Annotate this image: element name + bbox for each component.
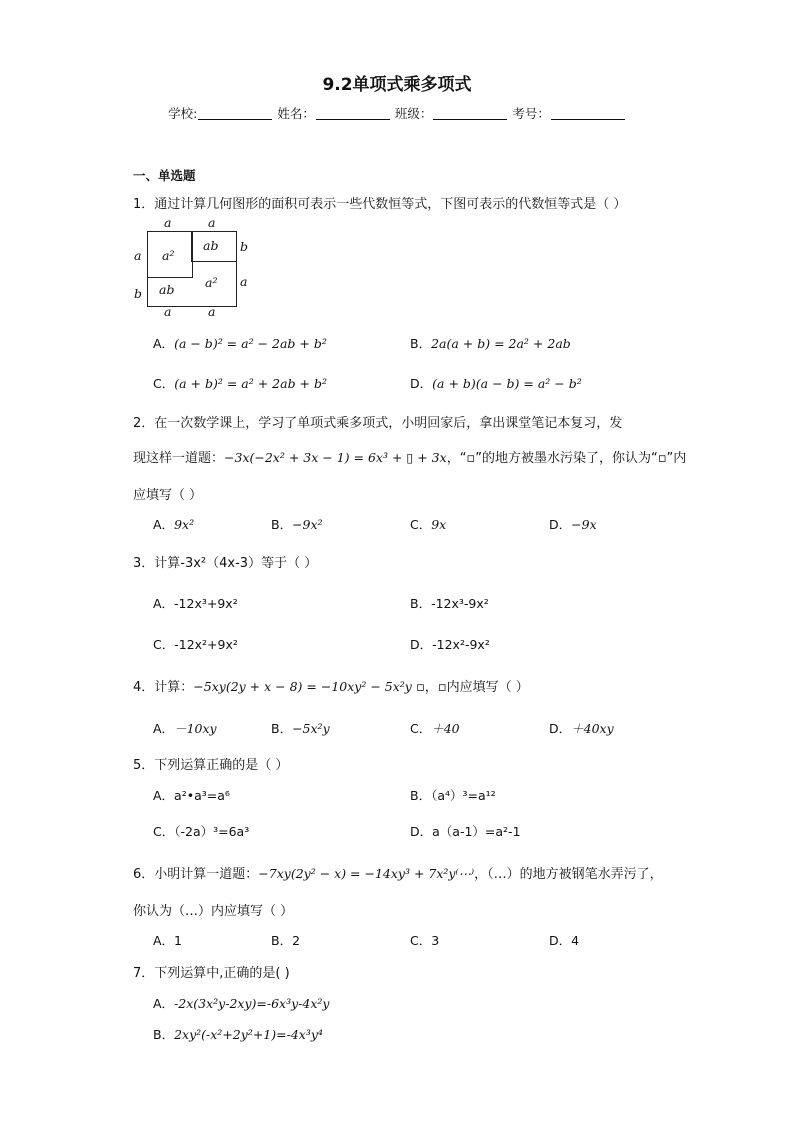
q2-stem-line3: 应填写（ ）	[133, 488, 203, 503]
q2-equation: −3x(−2x² + 3x − 1) = 6x³ + ▯ + 3x	[224, 450, 447, 465]
q3-option-d[interactable]: D．-12x²-9x²	[410, 637, 490, 652]
class-blank[interactable]	[433, 107, 507, 120]
q5-option-a[interactable]: A．a²•a³=a⁶	[153, 788, 230, 803]
q7-option-a[interactable]	[153, 994, 329, 1012]
class-label: 班级：	[394, 106, 433, 121]
q4-option-a[interactable]	[153, 719, 217, 737]
option-expr: −9x²	[292, 517, 323, 532]
school-label: 学校:	[168, 106, 198, 121]
q5-option-b[interactable]: B．（a⁴）³=a¹²	[410, 788, 496, 803]
option-letter: C．	[410, 721, 432, 736]
page-title: 9.2单项式乘多项式	[322, 75, 472, 95]
label-left-a: a	[134, 248, 142, 263]
q1-option-d[interactable]	[410, 374, 582, 392]
option-letter: D．	[549, 517, 572, 532]
option-expr: (a + b)(a − b) = a² − b²	[432, 376, 582, 391]
q6-stem-line1	[133, 863, 663, 882]
option-letter: C．	[153, 376, 175, 391]
name-label: 姓名：	[277, 106, 315, 121]
q5-option-d[interactable]: D．a（a-1）=a²-1	[410, 824, 521, 839]
q5-option-c[interactable]: C．（-2a）³=6a³	[153, 824, 250, 839]
name-blank[interactable]	[316, 107, 390, 120]
option-letter: B．	[271, 721, 293, 736]
exam-no-label: 考号：	[512, 106, 550, 121]
option-letter: C．	[410, 517, 432, 532]
option-expr: -2x(3x²y-2xy)=-6x³y-4x²y	[174, 996, 330, 1011]
option-expr: −9x	[571, 517, 597, 532]
q2-stem-pre: 现这样一道题：	[133, 451, 225, 466]
cell-label-a2-right: a²	[205, 275, 218, 290]
label-right-b: b	[240, 239, 249, 254]
q6-option-d[interactable]: D．4	[549, 933, 580, 948]
option-expr: (a + b)² = a² + 2ab + b²	[174, 376, 328, 391]
option-letter: A．	[153, 517, 175, 532]
cell-label-ab-right: ab	[203, 238, 219, 253]
option-letter: A．	[153, 721, 175, 736]
q7-option-b[interactable]	[153, 1025, 323, 1043]
q3-stem: 3．计算-3x²（4x-3）等于（ ）	[133, 556, 318, 571]
q1-option-b[interactable]	[410, 334, 571, 352]
q3-option-c[interactable]: C．-12x²+9x²	[153, 637, 238, 652]
q6-option-c[interactable]: C．3	[410, 933, 440, 948]
option-expr: 9x	[431, 517, 447, 532]
q4-stem	[133, 676, 529, 695]
q6-stem-pre: 6．小明计算一道题：	[133, 867, 259, 882]
cell-label-a2-left: a²	[162, 248, 175, 263]
q6-equation: −7xy(2y² − x) = −14xy³ + 7x²y⁽⋯⁾	[258, 866, 475, 881]
q2-stem-line2	[133, 447, 686, 466]
q2-option-c[interactable]	[410, 515, 446, 533]
student-info-line	[0, 104, 794, 122]
label-right-a: a	[240, 274, 248, 289]
q5-stem: 5．下列运算正确的是（ ）	[133, 758, 289, 773]
q4-equation: −5xy(2y + x − 8) = −10xy² − 5x²y	[193, 679, 412, 694]
label-top-a-left: a	[164, 215, 172, 230]
q6-option-a[interactable]: A．1	[153, 933, 183, 948]
q2-stem-line1: 2．在一次数学课上，学习了单项式乘多项式，小明回家后，拿出课堂笔记本复习，发	[133, 416, 623, 431]
q3-option-a[interactable]: A．-12x³+9x²	[153, 596, 238, 611]
school-blank[interactable]	[198, 107, 272, 120]
option-expr: ＋40xy	[571, 721, 614, 736]
q1-option-a[interactable]	[153, 334, 327, 352]
q3-option-b[interactable]: B．-12x³-9x²	[410, 596, 489, 611]
section-heading: 一、单选题	[133, 168, 196, 183]
label-bottom-a-right: a	[208, 304, 216, 319]
q1-stem: 1．通过计算几何图形的面积可表示一些代数恒等式，下图可表示的代数恒等式是（ ）	[133, 197, 627, 212]
option-letter: B．	[153, 1027, 175, 1042]
cell-label-ab-left: ab	[159, 282, 175, 297]
option-letter: B．	[410, 336, 432, 351]
q2-option-d[interactable]	[549, 515, 597, 533]
q1-area-figure	[132, 214, 262, 320]
q4-option-c[interactable]	[410, 719, 460, 737]
label-left-b: b	[134, 286, 143, 301]
q6-stem-post: ，（…）的地方被钢笔水弄污了，	[474, 867, 663, 882]
q7-stem: 7．下列运算中,正确的是( )	[133, 966, 290, 981]
option-expr: 2a(a + b) = 2a² + 2ab	[431, 336, 571, 351]
exam-no-blank[interactable]	[551, 107, 625, 120]
q4-stem-post: ▫，▫内应填写（ ）	[411, 680, 529, 695]
option-letter: B．	[271, 517, 293, 532]
option-letter: D．	[549, 721, 572, 736]
option-expr: －10xy	[174, 721, 217, 736]
label-top-a-right: a	[208, 215, 216, 230]
q4-option-b[interactable]	[271, 719, 330, 737]
q2-stem-post: ，“▫”的地方被墨水污染了，你认为“▫”内	[446, 451, 687, 466]
option-letter: A．	[153, 336, 175, 351]
option-expr: −5x²y	[292, 721, 330, 736]
option-letter: D．	[410, 376, 433, 391]
q6-stem-line2: 你认为（…）内应填写（ ）	[133, 904, 294, 919]
option-expr: 2xy²(-x²+2y²+1)=-4x³y⁴	[174, 1027, 323, 1042]
q2-option-a[interactable]	[153, 515, 194, 533]
label-bottom-a-left: a	[164, 304, 172, 319]
q6-option-b[interactable]: B．2	[271, 933, 301, 948]
option-letter: A．	[153, 996, 175, 1011]
q1-option-c[interactable]	[153, 374, 327, 392]
q4-option-d[interactable]	[549, 719, 614, 737]
option-expr: (a − b)² = a² − 2ab + b²	[174, 336, 327, 351]
option-expr: ＋40	[431, 721, 460, 736]
q2-option-b[interactable]	[271, 515, 323, 533]
q4-stem-pre: 4．计算：	[133, 680, 194, 695]
option-expr: 9x²	[174, 517, 195, 532]
